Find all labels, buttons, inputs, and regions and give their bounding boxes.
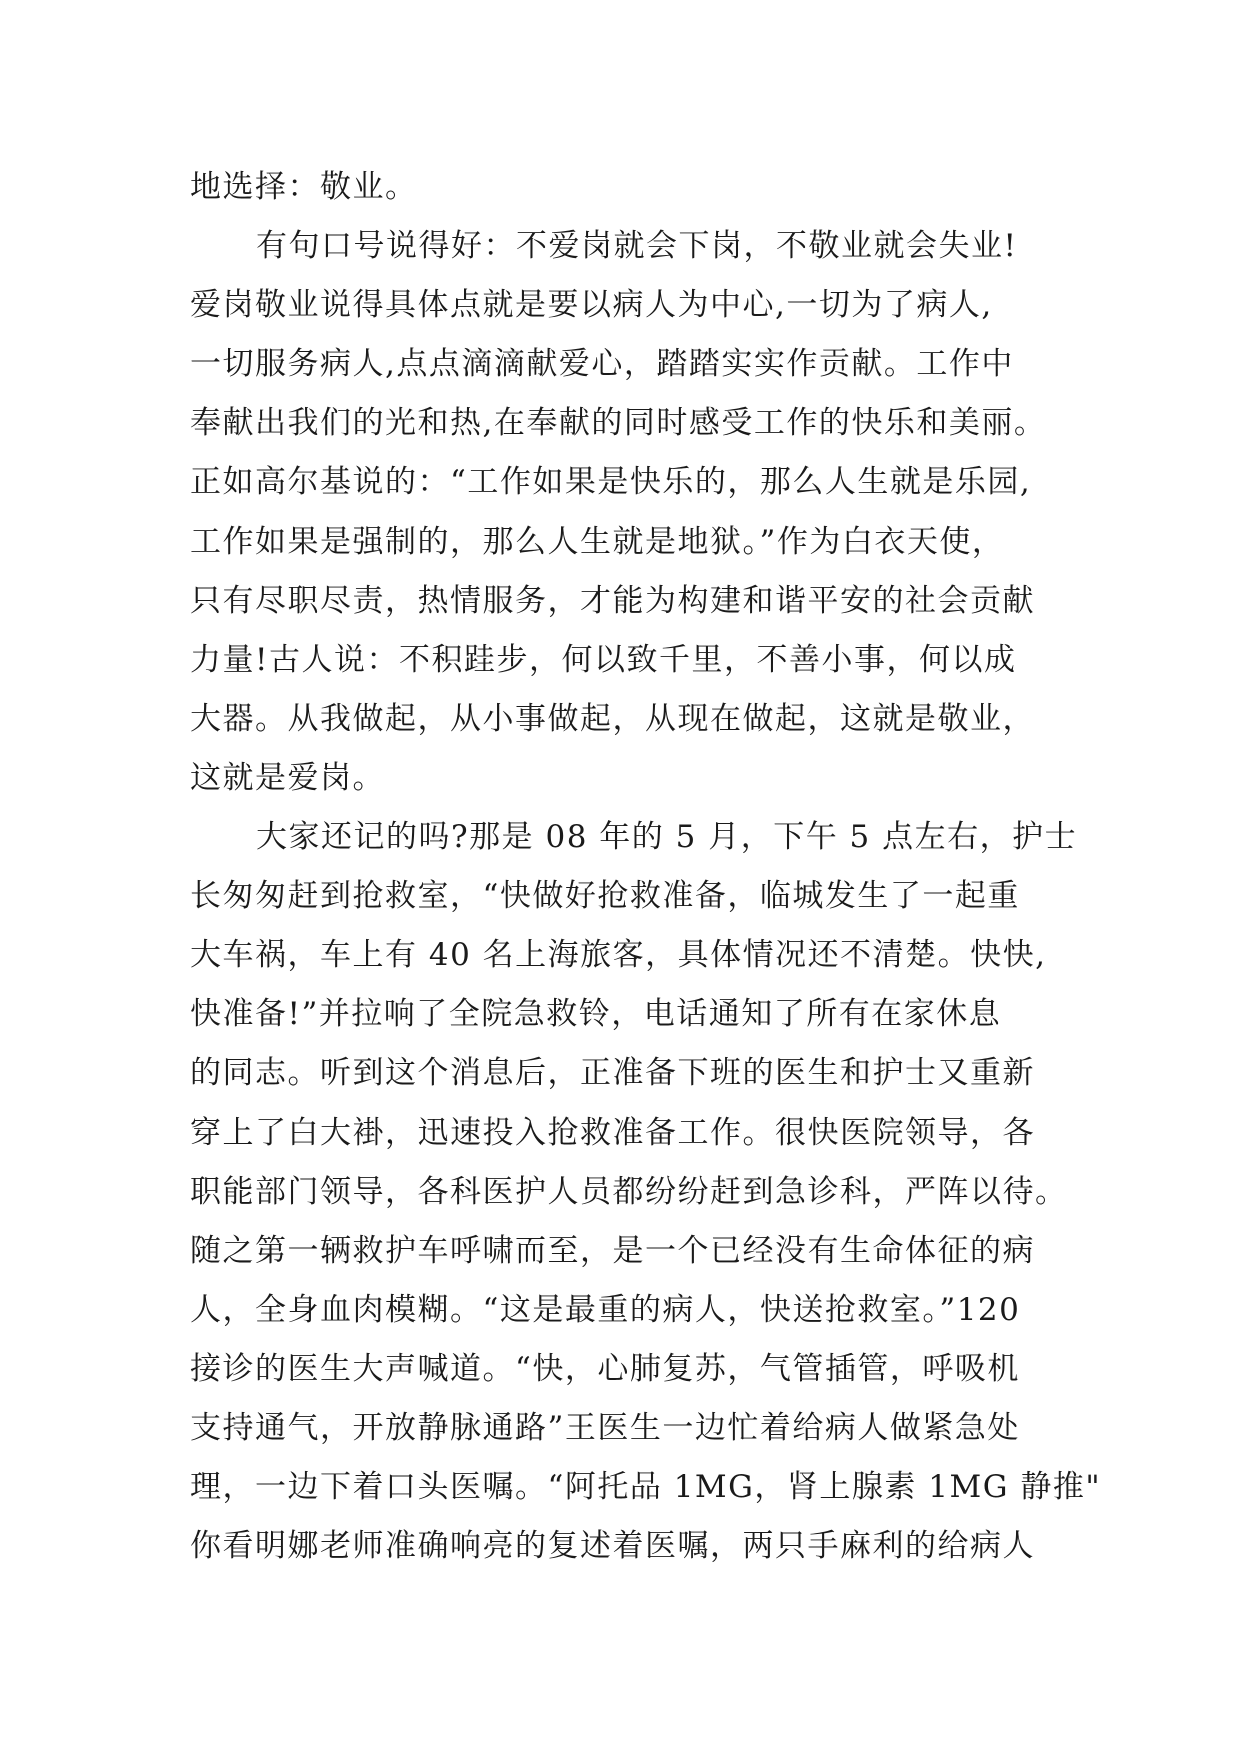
text-line: 奉献出我们的光和热,在奉献的同时感受工作的快乐和美丽。 (190, 405, 1047, 442)
text-line: 只有尽职尽责，热情服务，才能为构建和谐平安的社会贡献 (190, 582, 1035, 619)
text-line: 一切服务病人,点点滴滴献爱心，踏踏实实作贡献。工作中 (190, 346, 1014, 383)
text-line: 大车祸，车上有 40 名上海旅客，具体情况还不清楚。快快, (190, 937, 1047, 974)
text-line: 地选择：敬业。 (190, 169, 418, 205)
text-line: 随之第一辆救护车呼啸而至，是一个已经没有生命体征的病 (190, 1232, 1035, 1269)
text-line: 大器。从我做起，从小事做起，从现在做起，这就是敬业， (190, 700, 1035, 737)
text-line: 你看明娜老师准确响亮的复述着医嘱，两只手麻利的给病人 (190, 1528, 1035, 1565)
text-line: 快准备!”并拉响了全院急救铃，电话通知了所有在家休息 (190, 996, 1002, 1033)
text-line: 工作如果是强制的，那么人生就是地狱。”作为白衣天使， (190, 523, 1005, 560)
text-line: 人，全身血肉模糊。“这是最重的病人，快送抢救室。”120 (190, 1291, 1021, 1328)
text-line: 支持通气，开放静脉通路”王医生一边忙着给病人做紧急处 (190, 1409, 1020, 1446)
text-line: 力量!古人说：不积跬步，何以致千里，不善小事，何以成 (190, 641, 1017, 678)
text-line: 正如高尔基说的：“工作如果是快乐的，那么人生就是乐园, (190, 464, 1032, 501)
text-line: 理，一边下着口头医嘱。“阿托品 1MG，肾上腺素 1MG 静推" (190, 1469, 1102, 1506)
text-line: 接诊的医生大声喊道。“快，心肺复苏，气管插管，呼吸机 (190, 1350, 1020, 1387)
body-text (190, 158, 1102, 1576)
text-line: 穿上了白大褂，迅速投入抢救准备工作。很快医院领导，各 (190, 1114, 1035, 1151)
paragraph-start-line: 大家还记的吗?那是 08 年的 5 月，下午 5 点左右，护士 (256, 819, 1078, 856)
text-line: 的同志。听到这个消息后，正准备下班的医生和护士又重新 (190, 1055, 1035, 1092)
text-line: 这就是爱岗。 (190, 759, 385, 796)
paragraph-start-line: 有句口号说得好：不爱岗就会下岗，不敬业就会失业! (256, 228, 1018, 265)
text-line: 职能部门领导，各科医护人员都纷纷赶到急诊科，严阵以待。 (190, 1173, 1068, 1210)
text-line: 爱岗敬业说得具体点就是要以病人为中心,一切为了病人, (190, 287, 993, 324)
text-line: 长匆匆赶到抢救室，“快做好抢救准备，临城发生了一起重 (190, 878, 1020, 915)
